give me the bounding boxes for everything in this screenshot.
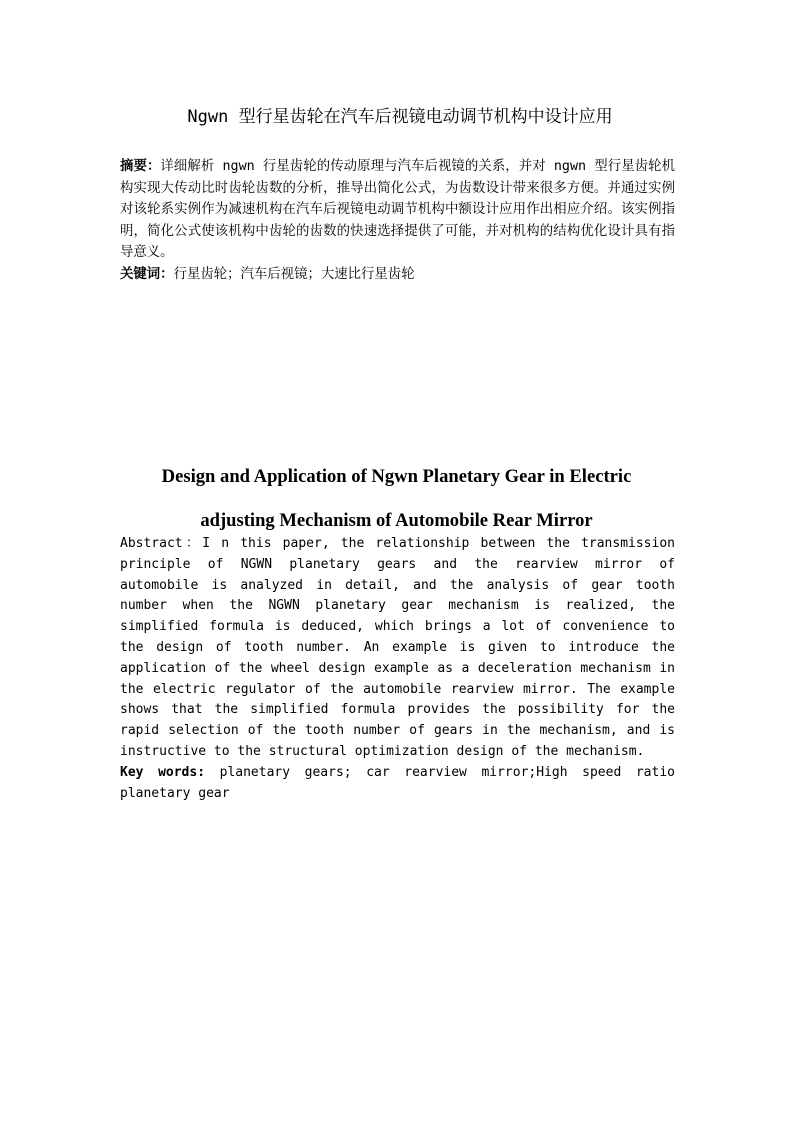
english-keywords-text: planetary gears; car rearview mirror;High speed ratio planetary gear bbox=[120, 764, 675, 801]
english-title bbox=[100, 455, 693, 543]
chinese-keywords-text: 行星齿轮；汽车后视镜；大速比行星齿轮 bbox=[173, 266, 415, 282]
english-keywords-label: Key words: bbox=[120, 764, 206, 780]
chinese-abstract-text: 详细解析 ngwn 行星齿轮的传动原理与汽车后视镜的关系，并对 ngwn 型行星齿轮机构实现大传动比时齿轮齿数的分析，推导出简化公式，为齿数设计带来很多方便。并通过实例对该轮系实例作为减速机构在汽车后视镜电动调节机构中额设计应用作出相应介绍。该实例指明，简化公式使该机构中齿轮的齿数的快速选择提供了可能，并对机构的结构优化设计具有指导意义。 bbox=[120, 159, 675, 261]
english-abstract bbox=[120, 534, 675, 763]
chinese-abstract-section bbox=[120, 156, 675, 286]
english-abstract-text: I n this paper, the relationship between the transmission principle of NGWN planetary gears and the rearview mirror of automobile is analyzed in detail, and the analysis of gear tooth number when the NGWN planetary gear mechanism is realized, the simplified formula is deduced, which brings a lot of convenience to the design of tooth number. An example is given to introduce the application of the wheel design example as a deceleration mechanism in the electric regulator of the automobile rearview mirror. The example shows that the simplified formula provides the possibility for the rapid selection of the tooth number of gears in the mechanism, and is instructive to the structural optimization design of the mechanism. bbox=[120, 536, 675, 759]
english-abstract-section bbox=[120, 534, 675, 804]
chinese-keywords-label: 关键词： bbox=[120, 266, 174, 282]
chinese-keywords bbox=[120, 264, 675, 286]
english-abstract-label: Abstract： bbox=[120, 536, 203, 551]
chinese-title: Ngwn 型行星齿轮在汽车后视镜电动调节机构中设计应用 bbox=[187, 107, 613, 127]
english-title-line-1: Design and Application of Ngwn Planetary Gear in Electric bbox=[161, 466, 632, 487]
english-title-line-2: adjusting Mechanism of Automobile Rear Mirror bbox=[200, 510, 593, 531]
chinese-abstract-label: 摘要： bbox=[120, 159, 161, 174]
chinese-abstract bbox=[120, 156, 675, 264]
english-keywords bbox=[120, 763, 675, 805]
